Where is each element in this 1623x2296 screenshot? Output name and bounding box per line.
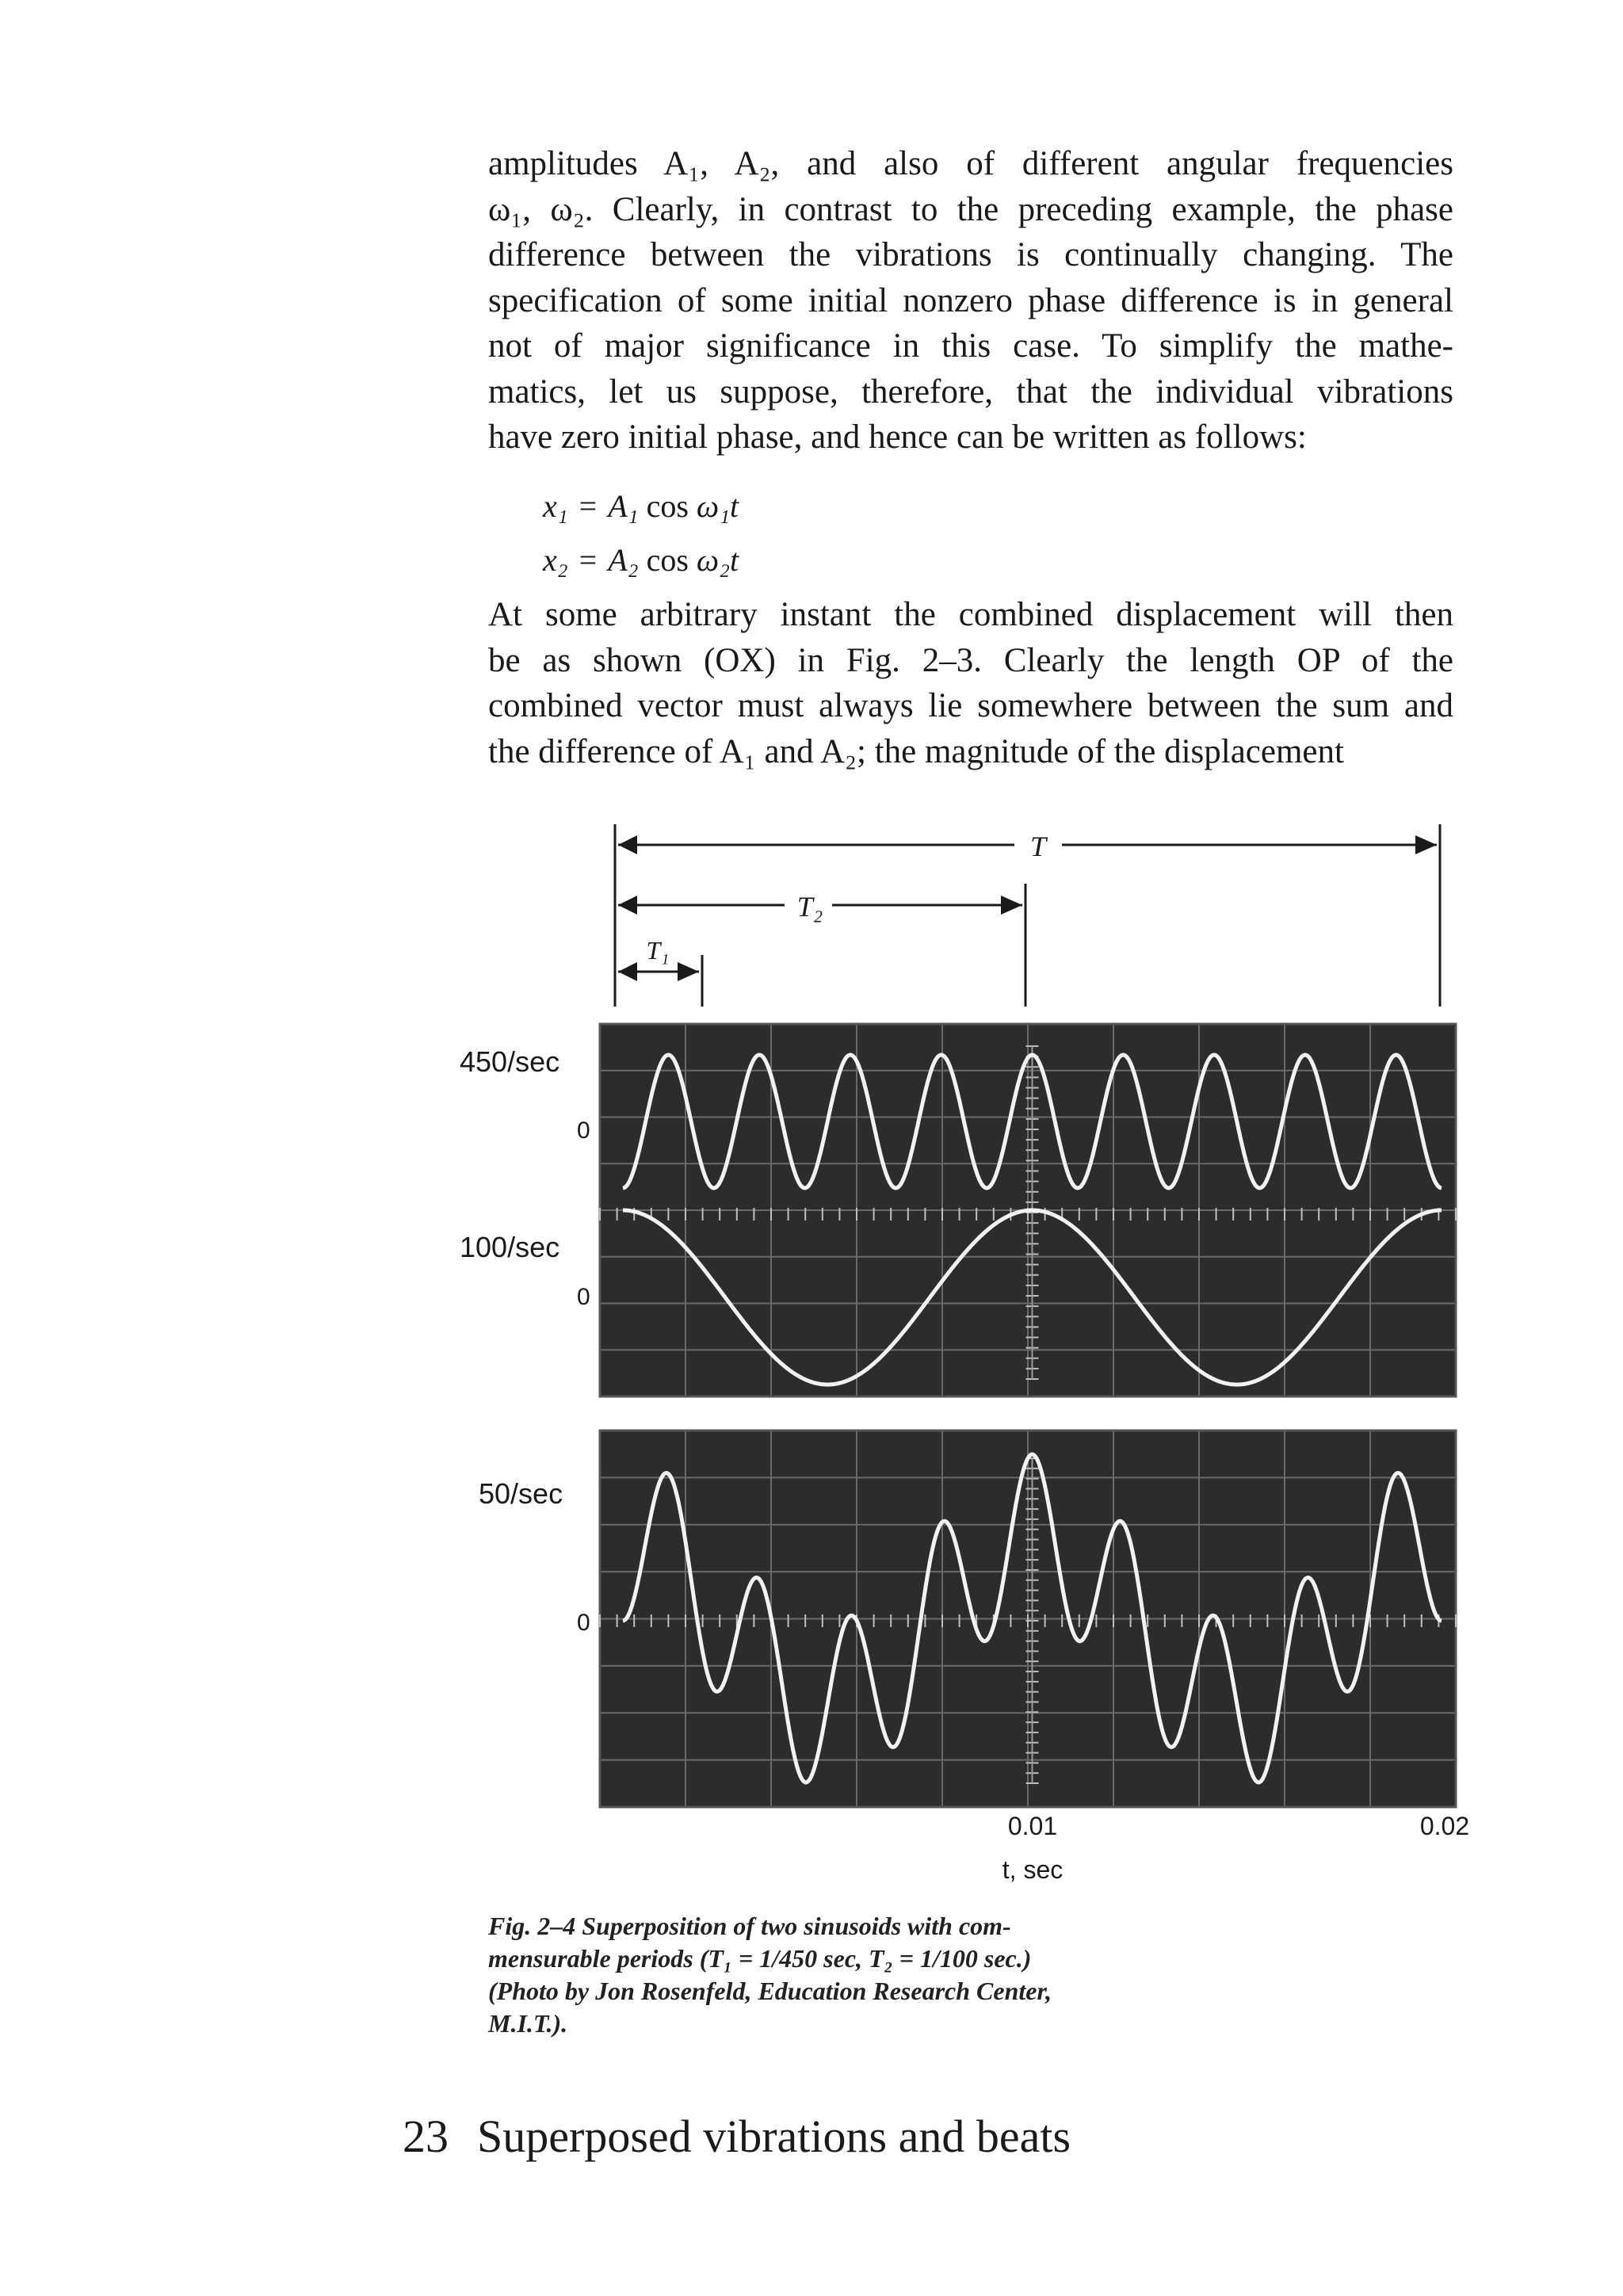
paragraph-line: ω₁, ω₂. Clearly, in contrast to the preceding example, the phase bbox=[488, 190, 1453, 228]
x-tick-label-001: 0.01 bbox=[1007, 1812, 1058, 1840]
trace-label-450: 450/sec bbox=[460, 1045, 560, 1078]
period-markers bbox=[615, 824, 1440, 1007]
paragraph-line: have zero initial phase, and hence can be written as follows: bbox=[488, 418, 1307, 456]
paragraph-line: be as shown (OX) in Fig. 2–3. Clearly the length OP of the bbox=[488, 641, 1453, 679]
period-label-t1: T₁ bbox=[646, 936, 670, 965]
zero-label-100: 0 bbox=[577, 1284, 590, 1310]
caption-line: (Photo by Jon Rosenfeld, Education Research Center, bbox=[488, 1977, 1052, 2005]
paragraph-line: difference between the vibrations is continually changing. The bbox=[488, 236, 1453, 273]
paragraph-line: matics, let us suppose, therefore, that the individual vibrations bbox=[488, 372, 1453, 411]
paragraph-line: amplitudes A₁, A₂, and also of different angular frequencies bbox=[488, 145, 1453, 182]
x-axis-label: t, sec bbox=[1002, 1855, 1064, 1884]
paragraph-line: At some arbitrary instant the combined displacement will then bbox=[488, 596, 1453, 633]
equation-function: cos bbox=[646, 542, 689, 578]
scope-panel-top bbox=[600, 1024, 1456, 1396]
equation-amplitude: A₁ bbox=[608, 488, 639, 524]
equation-operator: = bbox=[579, 488, 598, 524]
equation-operator: = bbox=[579, 542, 598, 578]
equation-function: cos bbox=[646, 488, 689, 524]
equation-amplitude: A₂ bbox=[608, 542, 639, 578]
period-label-t2: T₂ bbox=[796, 891, 823, 923]
figure-caption bbox=[488, 1910, 1320, 2040]
trace-label-100: 100/sec bbox=[460, 1231, 560, 1263]
page-footer bbox=[403, 2110, 1071, 2163]
trace-label-50: 50/sec bbox=[479, 1477, 563, 1510]
paragraph-line: specification of some initial nonzero phase difference is in general bbox=[488, 281, 1453, 319]
caption-line: M.I.T.). bbox=[488, 2009, 568, 2038]
scope-panel-bottom bbox=[600, 1431, 1456, 1807]
paragraph-line: combined vector must always lie somewhere between the sum and bbox=[488, 687, 1453, 724]
zero-label-450: 0 bbox=[577, 1117, 590, 1144]
caption-line: mensurable periods (T₁ = 1/450 sec, T₂ = 1/100 sec.) bbox=[488, 1944, 1032, 1973]
zero-label-50: 0 bbox=[577, 1610, 590, 1636]
page-number: 23 bbox=[403, 2111, 449, 2162]
equation-argument: ω₂t bbox=[696, 542, 739, 578]
x-tick-label-002: 0.02 bbox=[1419, 1812, 1470, 1840]
equation-argument: ω₁t bbox=[696, 488, 739, 524]
paragraph-line: not of major significance in this case. To simplify the mathe- bbox=[488, 327, 1453, 365]
running-title: Superposed vibrations and beats bbox=[477, 2111, 1071, 2162]
equation-lhs: x₁ bbox=[543, 488, 568, 524]
paragraph-line: the difference of A₁ and A₂; the magnitude of the displacement bbox=[488, 732, 1344, 770]
equation-lhs: x₂ bbox=[543, 542, 568, 578]
caption-line: Fig. 2–4 Superposition of two sinusoids with com- bbox=[488, 1912, 1011, 1940]
period-label-t: T bbox=[1029, 831, 1047, 862]
